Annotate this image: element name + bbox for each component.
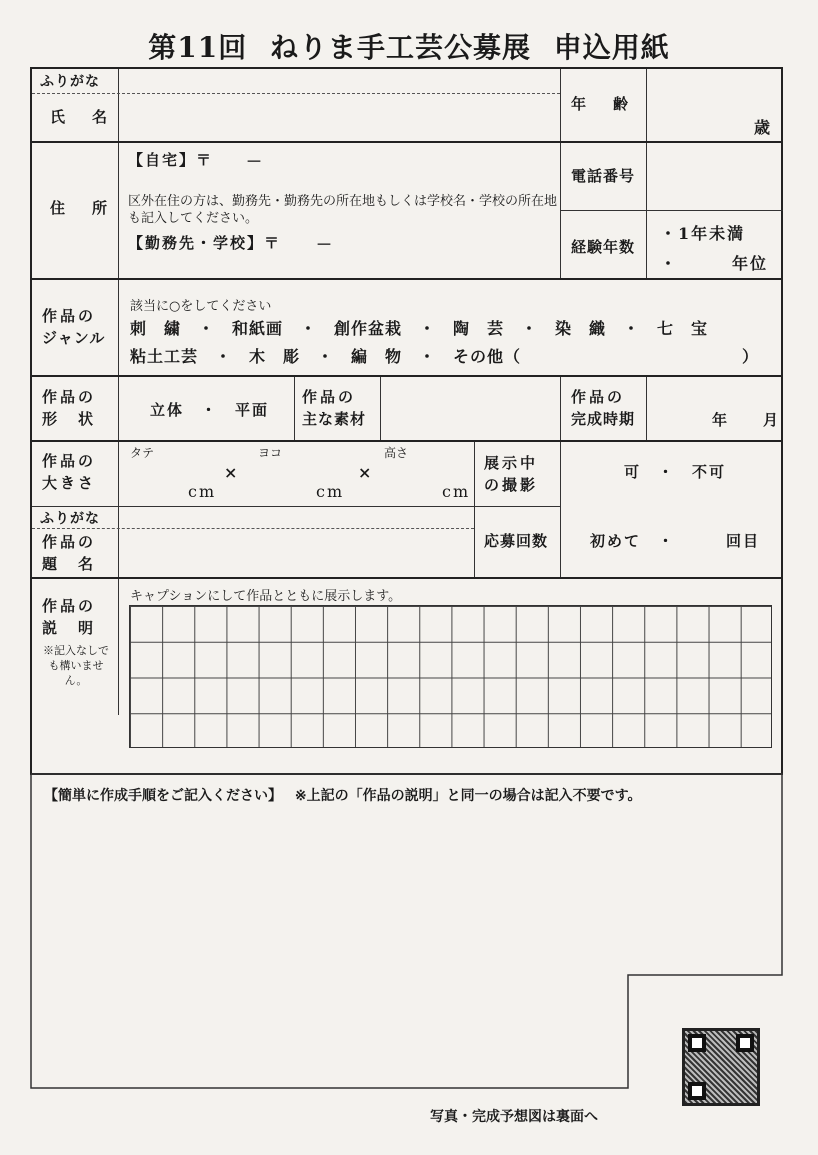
right-column-divider (560, 69, 561, 278)
footer-note: 写真・完成予想図は裏面へ (430, 1109, 598, 1125)
label-column-divider (118, 69, 119, 715)
row-divider-1 (32, 141, 783, 143)
material-field[interactable] (384, 379, 556, 437)
age-label: 年 齢 (571, 95, 635, 113)
row-divider-2 (32, 278, 783, 280)
size-width-label: ヨコ (258, 446, 283, 460)
description-grid[interactable] (129, 605, 772, 748)
work-title-label-line2: 題 名 (42, 555, 97, 573)
experience-option-under-1[interactable]: ・1年未満 (660, 224, 746, 243)
genre-label-line2: ジャンル (42, 329, 106, 347)
row-divider-4 (32, 440, 783, 442)
genre-label-line1: 作品の (42, 307, 97, 325)
photo-value-divider (560, 440, 561, 577)
procedure-box[interactable] (30, 773, 783, 1089)
size-times-2: × (358, 463, 374, 482)
size-times-1: × (224, 463, 240, 482)
procedure-heading: 【簡単に作成手順をご記入ください】 (44, 788, 282, 804)
phone-label: 電話番号 (571, 167, 636, 185)
description-label-line1: 作品の (42, 597, 97, 615)
size-label-line1: 作品の (42, 452, 97, 470)
qr-finder-top-left (688, 1034, 706, 1052)
home-address-label: 【自宅】〒 (128, 151, 214, 169)
age-unit: 歳 (754, 118, 773, 137)
title-edition: 第11回 (148, 31, 248, 64)
applications-label: 応募回数 (484, 532, 549, 550)
address-label: 住 所 (50, 199, 114, 217)
genre-options-line2[interactable]: 粘土工芸 ・ 木 彫 ・ 編 物 ・ その他（ ） (130, 347, 760, 366)
shape-label-line1: 作品の (42, 388, 97, 406)
row-divider-5 (32, 577, 783, 579)
genre-options-line1[interactable]: 刺 繍 ・ 和紙画 ・ 創作盆栽 ・ 陶 芸 ・ 染 織 ・ 七 宝 (130, 319, 709, 338)
work-address-label: 【勤務先・学校】〒 (128, 234, 282, 252)
size-depth-label: 高さ (384, 446, 409, 460)
completion-value[interactable]: 年 月 (712, 411, 781, 429)
title-furigana-label: ふりがな (40, 511, 100, 527)
photo-label-line2: の撮影 (484, 476, 539, 494)
material-divider (380, 375, 381, 440)
shape-label-line2: 形 状 (42, 410, 97, 428)
name-field[interactable] (122, 97, 556, 137)
work-zip-dash: － (316, 235, 335, 254)
completion-divider (560, 375, 561, 440)
shape-divider (294, 375, 295, 440)
furigana-divider (32, 93, 560, 94)
procedure-header (44, 785, 641, 805)
procedure-note: ※上記の「作品の説明」と同一の場合は記入不要です。 (294, 788, 642, 804)
qr-code (682, 1028, 760, 1106)
furigana-label: ふりがな (40, 74, 100, 90)
description-note: ※記入なしでも構いません。 (43, 644, 109, 687)
title-form: 申込用紙 (553, 31, 670, 64)
photo-divider (474, 440, 475, 577)
size-divider (32, 506, 560, 507)
size-height-unit: cm (188, 482, 217, 501)
photo-options[interactable]: 可 ・ 不可 (624, 463, 727, 481)
size-label-line2: 大きさ (42, 474, 97, 492)
work-title-field[interactable] (122, 532, 470, 574)
experience-option-years[interactable]: ・ 年位 (660, 254, 769, 273)
size-depth-unit: cm (442, 482, 471, 501)
experience-label: 経験年数 (571, 238, 636, 256)
size-height-label: タテ (130, 446, 155, 460)
photo-label-line1: 展示中 (484, 454, 539, 472)
work-title-label-line1: 作品の (42, 533, 97, 551)
material-label-line2: 主な素材 (302, 410, 367, 428)
completion-label-line2: 完成時期 (571, 410, 636, 428)
description-label-line2: 説 明 (42, 619, 97, 637)
title-event: ねりま手工芸公募展 (269, 31, 531, 64)
address-note: 区外在住の方は、勤務先・勤務先の所在地もしくは学校名・学校の所在地も記入してください。 (128, 194, 558, 226)
right-value-divider (646, 69, 647, 278)
material-label-line1: 作品の (302, 388, 357, 406)
completion-value-divider (646, 375, 647, 440)
name-label: 氏 名 (50, 108, 114, 126)
row-divider-3 (32, 375, 783, 377)
size-width-unit: cm (316, 482, 345, 501)
genre-instruction: 該当に○をしてください (130, 299, 272, 314)
completion-label-line1: 作品の (571, 388, 626, 406)
procedure-box-outline (30, 773, 783, 1089)
home-zip-dash: － (246, 152, 265, 171)
qr-finder-bottom-left (688, 1082, 706, 1100)
application-form (30, 67, 783, 775)
qr-finder-top-right (736, 1034, 754, 1052)
shape-options[interactable]: 立体 ・ 平面 (150, 401, 270, 419)
phone-divider (560, 210, 783, 211)
page-title (0, 26, 818, 66)
description-caption: キャプションにして作品とともに展示します。 (130, 589, 402, 604)
applications-options[interactable]: 初めて ・ 回目 (590, 532, 761, 550)
